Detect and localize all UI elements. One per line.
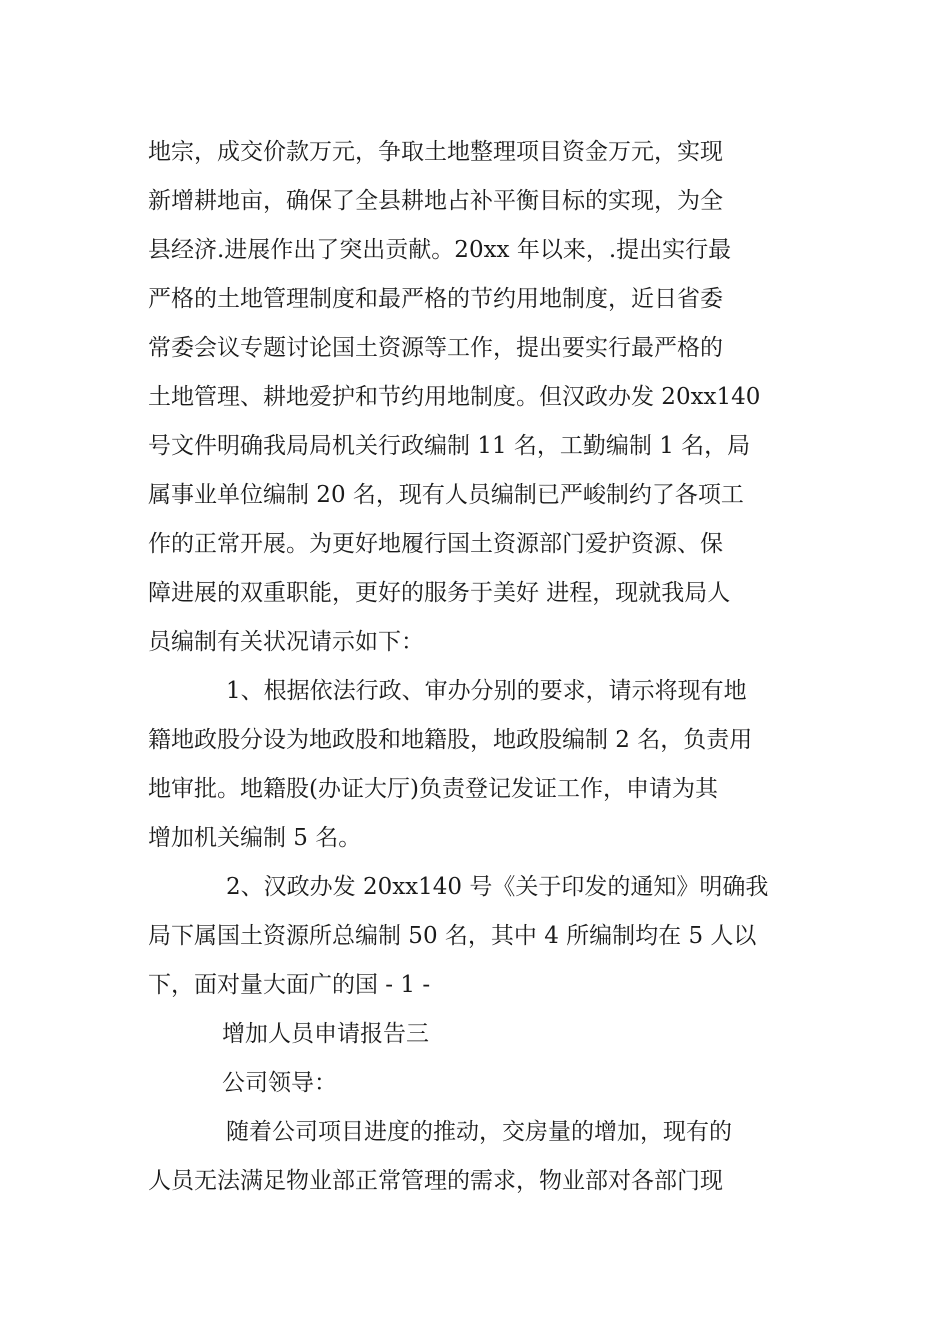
text-line-4: 严格的土地管理制度和最严格的节约用地制度，近日省委 bbox=[148, 286, 723, 312]
text-line-6: 土地管理、耕地爱护和节约用地制度。但汉政办发 20xx140 bbox=[148, 384, 761, 410]
section-heading: 增加人员申请报告三 bbox=[222, 1021, 429, 1047]
text-line-1: 地宗，成交价款万元，争取土地整理项目资金万元，实现 bbox=[148, 139, 723, 165]
text-line-7: 号文件明确我局局机关行政编制 11 名，工勤编制 1 名，局 bbox=[148, 433, 751, 459]
text-line-3: 县经济.进展作出了突出贡献。20xx 年以来，.提出实行最 bbox=[148, 237, 732, 263]
text-line-9: 作的正常开展。为更好地履行国土资源部门爱护资源、保 bbox=[148, 531, 723, 557]
text-line-16: 2、汉政办发 20xx140 号《关于印发的通知》明确我 bbox=[226, 874, 769, 900]
salutation: 公司领导： bbox=[222, 1070, 337, 1096]
text-line-15: 增加机关编制 5 名。 bbox=[148, 825, 362, 851]
text-line-2: 新增耕地亩，确保了全县耕地占补平衡目标的实现，为全 bbox=[148, 188, 723, 214]
document-body bbox=[148, 128, 808, 1206]
text-line-21: 随着公司项目进度的推动，交房量的增加，现有的 bbox=[226, 1119, 732, 1145]
text-line-17: 局下属国土资源所总编制 50 名，其中 4 所编制均在 5 人以 bbox=[148, 923, 757, 949]
text-line-5: 常委会议专题讨论国土资源等工作，提出要实行最严格的 bbox=[148, 335, 723, 361]
text-line-11: 员编制有关状况请示如下： bbox=[148, 629, 424, 655]
text-line-18: 下，面对量大面广的国 - 1 - bbox=[148, 972, 431, 998]
text-line-14: 地审批。地籍股(办证大厅)负责登记发证工作，申请为其 bbox=[148, 776, 718, 802]
text-line-13: 籍地政股分设为地政股和地籍股，地政股编制 2 名，负责用 bbox=[148, 727, 753, 753]
text-line-22: 人员无法满足物业部正常管理的需求，物业部对各部门现 bbox=[148, 1168, 723, 1194]
text-line-8: 属事业单位编制 20 名，现有人员编制已严峻制约了各项工 bbox=[148, 482, 744, 508]
text-line-10: 障进展的双重职能，更好的服务于美好 进程，现就我局人 bbox=[148, 580, 731, 606]
text-line-12: 1、根据依法行政、审办分别的要求，请示将现有地 bbox=[226, 678, 747, 704]
